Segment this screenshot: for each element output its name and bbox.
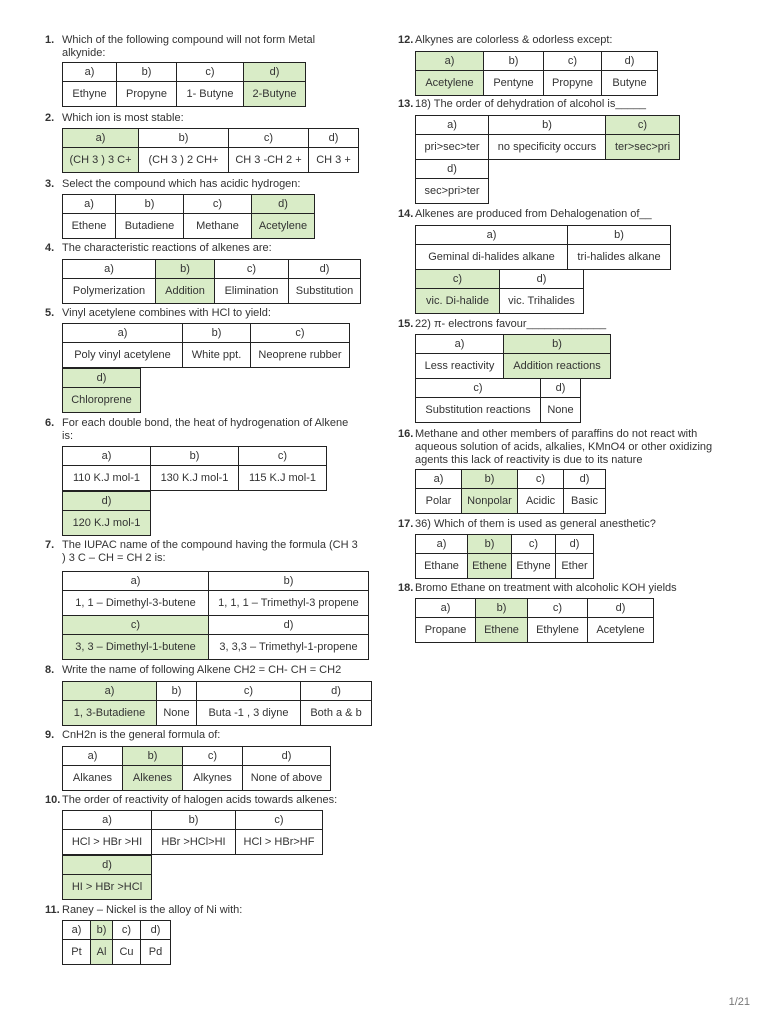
question-number: 9. (45, 729, 55, 741)
answer-table-3 (62, 194, 315, 239)
option-header-correct: b) (504, 335, 611, 354)
option-answer: Propane (416, 618, 476, 643)
question-12 (398, 34, 715, 47)
question-number: 5. (45, 307, 55, 319)
option-header-correct: c) (606, 116, 680, 135)
option-header: c) (197, 682, 301, 701)
question-number: 10. (45, 794, 61, 806)
option-answer: HCl > HBr >HI (63, 830, 152, 855)
question-17 (398, 518, 715, 531)
option-answer: Methane (184, 214, 252, 239)
option-header: c) (236, 811, 323, 830)
question-9 (45, 729, 352, 742)
answer-table-2 (62, 128, 359, 173)
page-number: 1/21 (728, 996, 750, 1008)
question-10 (45, 794, 362, 807)
question-text: 18) The order of dehydration of alcohol is_____ (415, 98, 646, 110)
question-number: 15. (398, 318, 414, 330)
option-header: d) (541, 379, 581, 398)
option-header: c) (184, 195, 252, 214)
answer-table-1 (62, 62, 306, 107)
question-text: CnH2n is the general formula of: (62, 729, 221, 741)
question-8 (45, 664, 372, 677)
question-number: 13. (398, 98, 414, 110)
option-answer: Ethylene (528, 618, 588, 643)
option-header: d) (243, 747, 331, 766)
question-number: 7. (45, 539, 55, 551)
option-answer: no specificity occurs (489, 135, 606, 160)
option-answer-correct: Alkenes (123, 766, 183, 791)
answer-table-14-row2 (415, 269, 584, 314)
option-answer: Acetylene (588, 618, 654, 643)
option-answer: Ether (556, 554, 594, 579)
option-answer-correct: Ethene (468, 554, 512, 579)
question-number: 2. (45, 112, 55, 124)
question-2 (45, 112, 352, 125)
answer-table-6-row2 (62, 491, 151, 536)
option-header: a) (63, 63, 117, 82)
answer-table-5 (62, 323, 350, 368)
option-answer: Pentyne (484, 71, 544, 96)
option-header-correct: b) (156, 260, 215, 279)
question-number: 3. (45, 178, 55, 190)
option-header: a) (63, 811, 152, 830)
option-answer-correct: vic. Di-halide (416, 289, 500, 314)
question-13 (398, 98, 715, 111)
option-answer: Propyne (117, 82, 177, 107)
option-answer: 1- Butyne (177, 82, 244, 107)
option-header: a) (416, 116, 489, 135)
option-header-correct: d) (63, 492, 151, 511)
option-answer: Both a & b (301, 701, 372, 726)
option-answer-correct: 120 K.J mol-1 (63, 511, 151, 536)
question-text: The IUPAC name of the compound having the formula (CH 3 ) 3 C – CH = CH 2 is: (62, 539, 358, 564)
option-answer: tri-halides alkane (568, 245, 671, 270)
option-header: d) (588, 599, 654, 618)
option-answer: HCl > HBr>HF (236, 830, 323, 855)
option-answer: Pd (141, 940, 171, 965)
question-text: 36) Which of them is used as general anesthetic? (415, 518, 656, 530)
option-answer-correct: 3, 3 – Dimethyl-1-butene (63, 635, 209, 660)
option-answer: 110 K.J mol-1 (63, 466, 151, 491)
option-header-correct: b) (91, 921, 113, 940)
option-header-correct: a) (416, 52, 484, 71)
question-number: 11. (45, 904, 60, 916)
option-header: c) (528, 599, 588, 618)
option-header-correct: b) (476, 599, 528, 618)
option-answer-correct: 1, 3-Butadiene (63, 701, 157, 726)
option-header: a) (63, 324, 183, 343)
option-header-correct: c) (416, 270, 500, 289)
question-16 (398, 428, 735, 467)
option-answer: Geminal di-halides alkane (416, 245, 568, 270)
option-answer: Poly vinyl acetylene (63, 343, 183, 368)
option-answer: CH 3 + (309, 148, 359, 173)
option-header: d) (602, 52, 658, 71)
answer-table-15-row2 (415, 378, 581, 423)
option-header: c) (416, 379, 541, 398)
answer-table-7 (62, 571, 369, 660)
answer-table-6 (62, 446, 327, 491)
question-text: Write the name of following Alkene CH2 = CH- CH = CH2 (62, 664, 342, 676)
answer-table-13 (415, 115, 680, 160)
option-answer-correct: (CH 3 ) 3 C+ (63, 148, 139, 173)
option-header: b) (151, 447, 239, 466)
option-header-correct: d) (63, 856, 152, 875)
option-answer: Cu (113, 940, 141, 965)
option-answer: None of above (243, 766, 331, 791)
option-answer: Butyne (602, 71, 658, 96)
answer-table-10-row2 (62, 855, 152, 900)
option-header: d) (500, 270, 584, 289)
option-header: a) (416, 535, 468, 554)
option-answer: Ethyne (512, 554, 556, 579)
option-header: b) (116, 195, 184, 214)
question-text: Alkenes are produced from Dehalogenation of__ (415, 208, 652, 220)
option-header: a) (63, 747, 123, 766)
option-answer: 1, 1 – Dimethyl-3-butene (63, 591, 209, 616)
option-header-correct: a) (63, 129, 139, 148)
question-3 (45, 178, 352, 191)
option-answer: Elimination (215, 279, 289, 304)
question-text: Methane and other members of paraffins do not react with aqueous solution of acids, alkalies, KMnO4 or other oxidizing agents this lack of reactivity is due to its nature (415, 428, 713, 466)
option-header: c) (229, 129, 309, 148)
answer-table-5-row2 (62, 368, 141, 413)
option-header: c) (544, 52, 602, 71)
option-answer: pri>sec>ter (416, 135, 489, 160)
option-answer-correct: Ethene (476, 618, 528, 643)
option-answer-correct: Addition reactions (504, 354, 611, 379)
option-header: c) (251, 324, 350, 343)
option-answer-correct: Nonpolar (462, 489, 518, 514)
option-header-correct: d) (244, 63, 306, 82)
option-header: a) (416, 470, 462, 489)
question-text: Which of the following compound will not form Metal alkynide: (62, 34, 316, 59)
option-header-correct: a) (63, 682, 157, 701)
option-header: d) (416, 160, 489, 179)
option-answer-correct: Acetylene (416, 71, 484, 96)
question-text: Alkynes are colorless & odorless except: (415, 34, 613, 46)
option-answer: Less reactivity (416, 354, 504, 379)
question-6 (45, 417, 352, 443)
option-header: b) (489, 116, 606, 135)
option-header: a) (63, 921, 91, 940)
option-header: d) (309, 129, 359, 148)
option-header: b) (484, 52, 544, 71)
option-header-correct: c) (63, 616, 209, 635)
option-answer: sec>pri>ter (416, 179, 489, 204)
answer-table-16 (415, 469, 606, 514)
option-answer: None (541, 398, 581, 423)
option-answer: Substitution (289, 279, 361, 304)
option-header: d) (209, 616, 369, 635)
option-answer: Substitution reactions (416, 398, 541, 423)
option-header: a) (416, 335, 504, 354)
question-text: Raney – Nickel is the alloy of Ni with: (62, 904, 243, 916)
option-answer: Polymerization (63, 279, 156, 304)
option-header: d) (556, 535, 594, 554)
option-header: d) (301, 682, 372, 701)
question-number: 18. (398, 582, 414, 594)
option-header: c) (518, 470, 564, 489)
question-text: Vinyl acetylene combines with HCl to yield: (62, 307, 271, 319)
question-text: Which ion is most stable: (62, 112, 184, 124)
answer-table-11 (62, 920, 171, 965)
option-answer-correct: 2-Butyne (244, 82, 306, 107)
option-answer: (CH 3 ) 2 CH+ (139, 148, 229, 173)
option-answer: Propyne (544, 71, 602, 96)
option-answer: Acidic (518, 489, 564, 514)
question-text: For each double bond, the heat of hydrogenation of Alkene is: (62, 417, 349, 442)
question-11 (45, 904, 352, 917)
answer-table-17 (415, 534, 594, 579)
option-header: a) (416, 226, 568, 245)
option-header-correct: d) (252, 195, 315, 214)
option-header-correct: b) (123, 747, 183, 766)
answer-table-10 (62, 810, 323, 855)
option-header: b) (152, 811, 236, 830)
question-number: 6. (45, 417, 55, 429)
option-header: c) (215, 260, 289, 279)
option-header: d) (564, 470, 606, 489)
option-answer-correct: ter>sec>pri (606, 135, 680, 160)
answer-table-18 (415, 598, 654, 643)
question-5 (45, 307, 352, 320)
option-header: b) (568, 226, 671, 245)
option-header: d) (141, 921, 171, 940)
option-header: b) (209, 572, 369, 591)
option-header: b) (139, 129, 229, 148)
option-answer: 3, 3,3 – Trimethyl-1-propene (209, 635, 369, 660)
option-header: b) (117, 63, 177, 82)
option-answer-correct: Al (91, 940, 113, 965)
question-text: 22) π- electrons favour_____________ (415, 318, 607, 330)
option-header: a) (63, 260, 156, 279)
option-header: d) (289, 260, 361, 279)
option-answer-correct: Chloroprene (63, 388, 141, 413)
option-header: c) (183, 747, 243, 766)
option-answer: CH 3 -CH 2 + (229, 148, 309, 173)
option-answer: 130 K.J mol-1 (151, 466, 239, 491)
option-header: a) (416, 599, 476, 618)
question-18 (398, 582, 715, 595)
option-answer: None (157, 701, 197, 726)
question-text: Bromo Ethane on treatment with alcoholic KOH yields (415, 582, 677, 594)
option-answer-correct: Acetylene (252, 214, 315, 239)
option-answer-correct: HI > HBr >HCl (63, 875, 152, 900)
option-answer: vic. Trihalides (500, 289, 584, 314)
option-answer: Alkynes (183, 766, 243, 791)
question-7 (45, 539, 362, 565)
question-text: The characteristic reactions of alkenes are: (62, 242, 272, 254)
option-header-correct: d) (63, 369, 141, 388)
option-answer: HBr >HCl>HI (152, 830, 236, 855)
question-number: 14. (398, 208, 414, 220)
question-15 (398, 318, 715, 331)
option-answer: Buta -1 , 3 diyne (197, 701, 301, 726)
option-answer: Alkanes (63, 766, 123, 791)
answer-table-12 (415, 51, 658, 96)
option-header: c) (177, 63, 244, 82)
option-answer: Basic (564, 489, 606, 514)
question-number: 1. (45, 34, 55, 46)
option-answer: Ethane (416, 554, 468, 579)
option-header: c) (113, 921, 141, 940)
option-header: a) (63, 195, 116, 214)
option-answer: Ethene (63, 214, 116, 239)
option-header: b) (157, 682, 197, 701)
question-number: 16. (398, 428, 414, 440)
option-header-correct: b) (468, 535, 512, 554)
option-answer: Polar (416, 489, 462, 514)
option-answer: Ethyne (63, 82, 117, 107)
option-answer: 115 K.J mol-1 (239, 466, 327, 491)
question-number: 12. (398, 34, 414, 46)
question-14 (398, 208, 715, 221)
question-text: Select the compound which has acidic hydrogen: (62, 178, 301, 190)
question-number: 8. (45, 664, 55, 676)
question-number: 4. (45, 242, 55, 254)
option-header-correct: b) (462, 470, 518, 489)
option-header: c) (239, 447, 327, 466)
option-header: a) (63, 572, 209, 591)
question-number: 17. (398, 518, 414, 530)
option-answer: 1, 1, 1 – Trimethyl-3 propene (209, 591, 369, 616)
question-4 (45, 242, 352, 255)
answer-table-8 (62, 681, 372, 726)
answer-table-14 (415, 225, 671, 270)
question-1 (45, 34, 352, 60)
option-header: b) (183, 324, 251, 343)
answer-table-15 (415, 334, 611, 379)
answer-table-9 (62, 746, 331, 791)
option-answer: White ppt. (183, 343, 251, 368)
option-answer: Neoprene rubber (251, 343, 350, 368)
answer-table-4 (62, 259, 361, 304)
option-answer: Pt (63, 940, 91, 965)
option-header: c) (512, 535, 556, 554)
option-answer-correct: Addition (156, 279, 215, 304)
question-text: The order of reactivity of halogen acids towards alkenes: (62, 794, 338, 806)
option-header: a) (63, 447, 151, 466)
answer-table-13-row2 (415, 159, 489, 204)
option-answer: Butadiene (116, 214, 184, 239)
